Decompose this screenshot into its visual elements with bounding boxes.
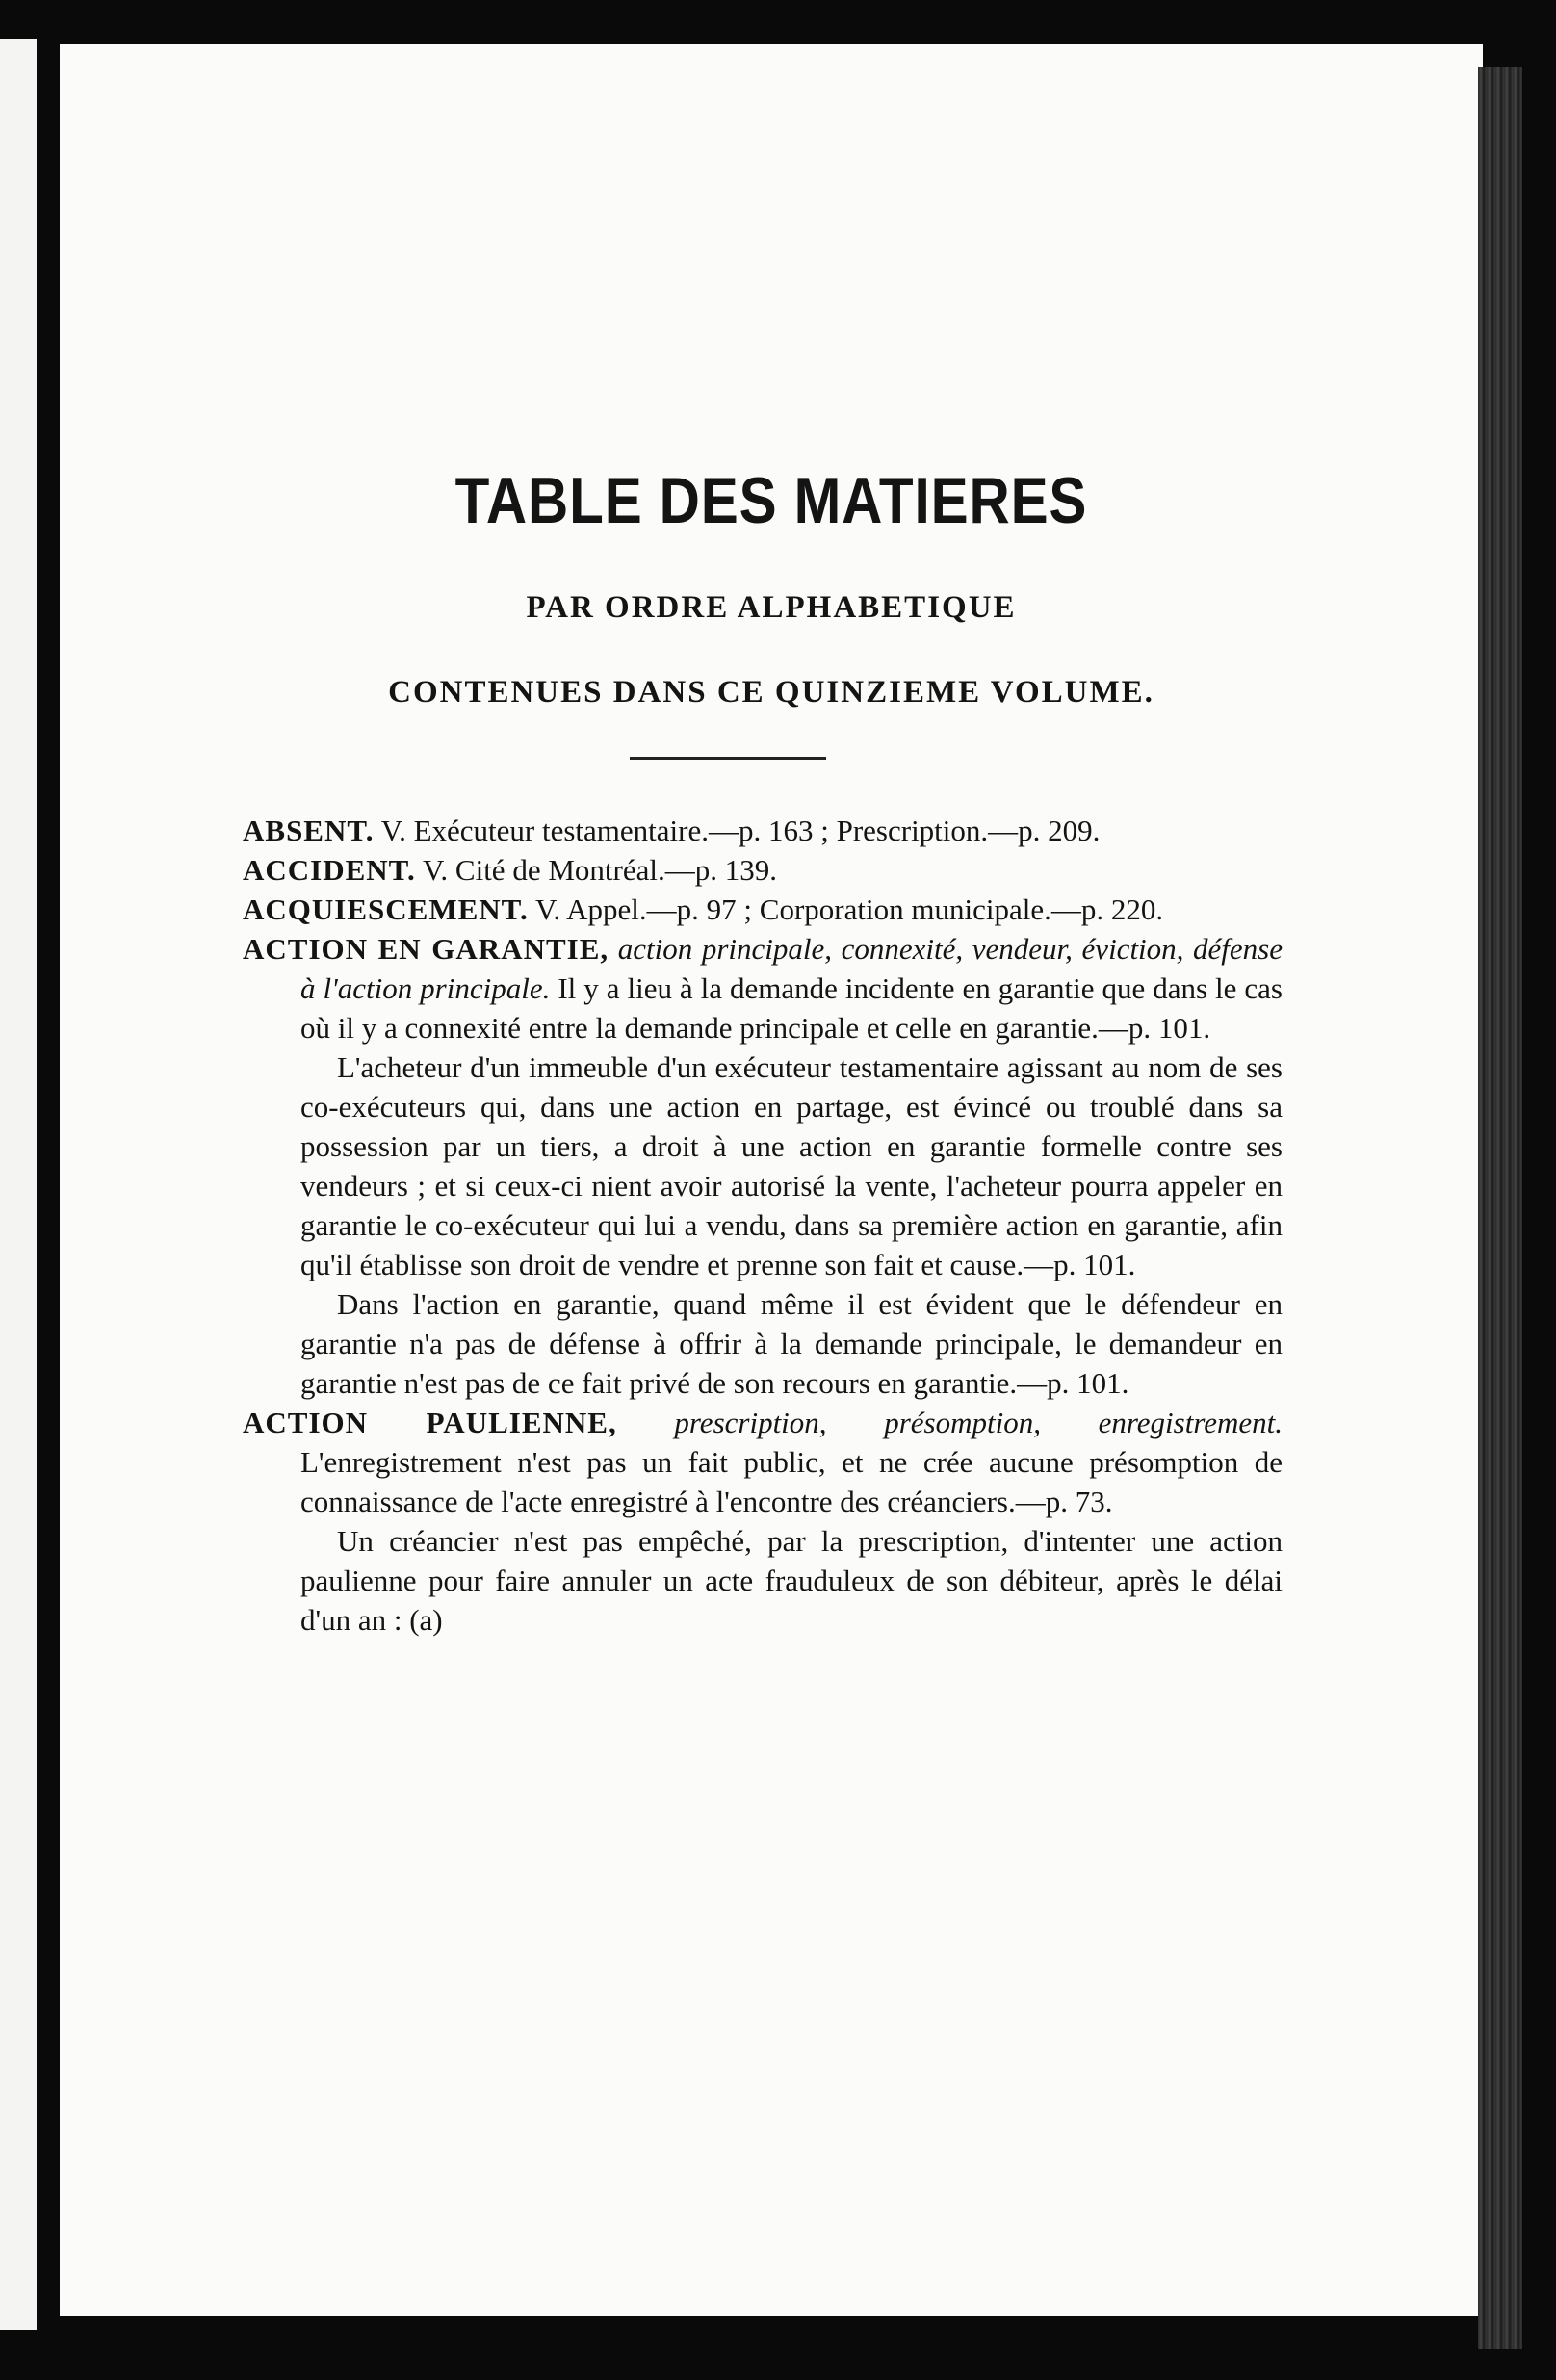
- entry-keywords: prescription, présomption, enregistrement.: [674, 1406, 1284, 1439]
- index-entry: [243, 1403, 1283, 1521]
- entry-heading: ACQUIESCEMENT.: [243, 892, 529, 926]
- entry-heading: ACCIDENT.: [243, 853, 416, 887]
- index-entries: [243, 811, 1283, 1640]
- entry-text: Il y a lieu à la demande incidente en garantie que dans le cas où il y a connexité entre la demande principale et celle en garantie.—p. 101.: [300, 971, 1283, 1045]
- book-page-edges: [1478, 67, 1522, 2349]
- entry-heading: ACTION PAULIENNE,: [243, 1406, 617, 1439]
- entry-keywords: action principale, connexité, vendeur, éviction, défense à l'action principale.: [300, 932, 1283, 1005]
- index-entry: [243, 929, 1283, 1048]
- index-entry: [243, 890, 1283, 929]
- adjacent-page-edge: [0, 39, 37, 2330]
- index-entry: [243, 850, 1283, 890]
- entry-text: V. Exécuteur testamentaire.—p. 163 ; Prescription.—p. 209.: [380, 814, 1101, 847]
- page-title: TABLE DES MATIERES: [454, 464, 1088, 537]
- page-subtitle: PAR ORDRE ALPHABETIQUE: [526, 590, 1017, 625]
- entry-paragraph: Un créancier n'est pas empêché, par la prescription, d'intenter une action paulienne pour faire annuler un acte frauduleux de son débiteur, après le délai d'un an : (a): [300, 1524, 1283, 1637]
- document-page: [60, 44, 1483, 2316]
- entry-text: V. Appel.—p. 97 ; Corporation municipale.—p. 220.: [534, 892, 1164, 926]
- entry-heading: ACTION EN GARANTIE,: [243, 932, 609, 966]
- entry-paragraph: L'acheteur d'un immeuble d'un exécuteur testamentaire agissant au nom de ses co-exécuteurs qui, dans une action en partage, est évincé ou troublé dans sa possession par un tiers, a droit à une action en garantie formelle contre ses vendeurs ; et si ceux-ci nient avoir autorisé la vente, l'acheteur pourra appeler en garantie le co-exécuteur qui lui a vendu, dans sa première action en garantie, afin qu'il établisse son droit de vendre et prenne son fait et cause.—p. 101.: [300, 1050, 1283, 1281]
- entry-heading: ABSENT.: [243, 814, 375, 847]
- entry-text: L'enregistrement n'est pas un fait public, et ne crée aucune présomption de connaissance de l'acte enregistré à l'encontre des créanciers.—p. 73.: [300, 1445, 1283, 1518]
- title-divider: [630, 757, 826, 760]
- index-entry: [243, 811, 1283, 850]
- entry-paragraph: Dans l'action en garantie, quand même il est évident que le défendeur en garantie n'a pas de défense à offrir à la demande principale, le demandeur en garantie n'est pas de ce fait privé de son recours en garantie.—p. 101.: [300, 1287, 1283, 1400]
- page-subtitle-volume: CONTENUES DANS CE QUINZIEME VOLUME.: [388, 675, 1154, 710]
- entry-text: V. Cité de Montréal.—p. 139.: [423, 853, 777, 887]
